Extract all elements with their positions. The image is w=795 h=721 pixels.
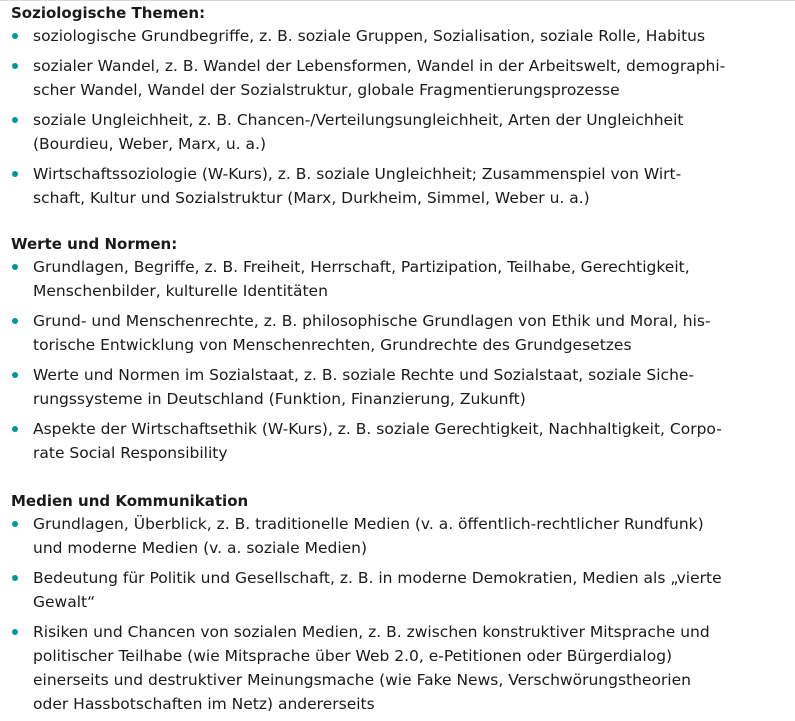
bullet-dot-icon [12,117,18,123]
list-item-text: soziale Ungleichheit, z. B. Chancen-/Verteilungsungleichheit, Arten der Ungleichheit (Bourdieu, Weber, Marx, u. a.) [33,111,684,153]
list-item-text: Werte und Normen im Sozialstaat, z. B. soziale Rechte und Sozialstaat, soziale Siche- rungssysteme in Deutschland (Funktion, Finanzierung, Zukunft) [33,366,695,408]
list-item [11,255,781,303]
bullet-dot-icon [12,426,18,432]
list-item [11,566,781,614]
section-medien-und-kommunikation [11,491,781,716]
list-item-text: Grund- und Menschenrechte, z. B. philosophische Grundlagen von Ethik und Moral, his- torische Entwicklung von Menschenrechten, Grundrechte des Grundgesetzes [33,312,711,354]
bullet-list [11,24,781,210]
list-item [11,363,781,411]
list-item-text: Risiken und Chancen von sozialen Medien, z. B. zwischen konstruktiver Mitsprache und politischer Teilhabe (wie Mitsprache über Web 2.0, e-Petitionen oder Bürgerdialog) einerseits und destruktiver Meinungsmache (wie Fake News, Verschwörungstheorien oder Hassbotschaften im Netz) andererseits [33,623,710,713]
list-item [11,108,781,156]
document-content [11,3,781,716]
list-item-text: Aspekte der Wirtschaftsethik (W-Kurs), z. B. soziale Gerechtigkeit, Nachhaltigkeit, Corpo- rate Social Responsibility [33,420,722,462]
list-item-text: Bedeutung für Politik und Gesellschaft, z. B. in moderne Demokratien, Medien als „vierte Gewalt“ [33,569,722,611]
list-item-text: sozialer Wandel, z. B. Wandel der Lebensformen, Wandel in der Arbeitswelt, demographi- scher Wandel, Wandel der Sozialstruktur, globale Fragmentierungsprozesse [33,57,726,99]
bullet-dot-icon [12,629,18,635]
section-werte-und-normen [11,234,781,465]
bullet-dot-icon [12,171,18,177]
list-item [11,54,781,102]
list-item [11,309,781,357]
bullet-dot-icon [12,575,18,581]
bullet-list [11,512,781,716]
bullet-list [11,255,781,465]
top-divider [0,0,795,1]
list-item [11,620,781,716]
section-heading: Werte und Normen: [11,235,178,253]
list-item [11,512,781,560]
section-heading: Medien und Kommunikation [11,492,249,510]
bullet-dot-icon [12,33,18,39]
bullet-dot-icon [12,63,18,69]
list-item-text: soziologische Grundbegriffe, z. B. soziale Gruppen, Sozialisation, soziale Rolle, Habitus [33,27,706,45]
bullet-dot-icon [12,318,18,324]
bullet-dot-icon [12,372,18,378]
bullet-dot-icon [12,521,18,527]
bullet-dot-icon [12,264,18,270]
section-soziologische-themen [11,3,781,210]
list-item-text: Wirtschaftssoziologie (W-Kurs), z. B. soziale Ungleichheit; Zusammenspiel von Wirt- schaft, Kultur und Sozialstruktur (Marx, Durkheim, Simmel, Weber u. a.) [33,165,682,207]
list-item [11,24,781,48]
list-item-text: Grundlagen, Begriffe, z. B. Freiheit, Herrschaft, Partizipation, Teilhabe, Gerechtigkeit, Menschenbilder, kulturelle Identitäten [33,258,690,300]
list-item [11,417,781,465]
list-item [11,162,781,210]
section-heading: Soziologische Themen: [11,4,206,22]
list-item-text: Grundlagen, Überblick, z. B. traditionelle Medien (v. a. öffentlich-rechtlicher Rundfunk) und moderne Medien (v. a. soziale Medien) [33,515,704,557]
